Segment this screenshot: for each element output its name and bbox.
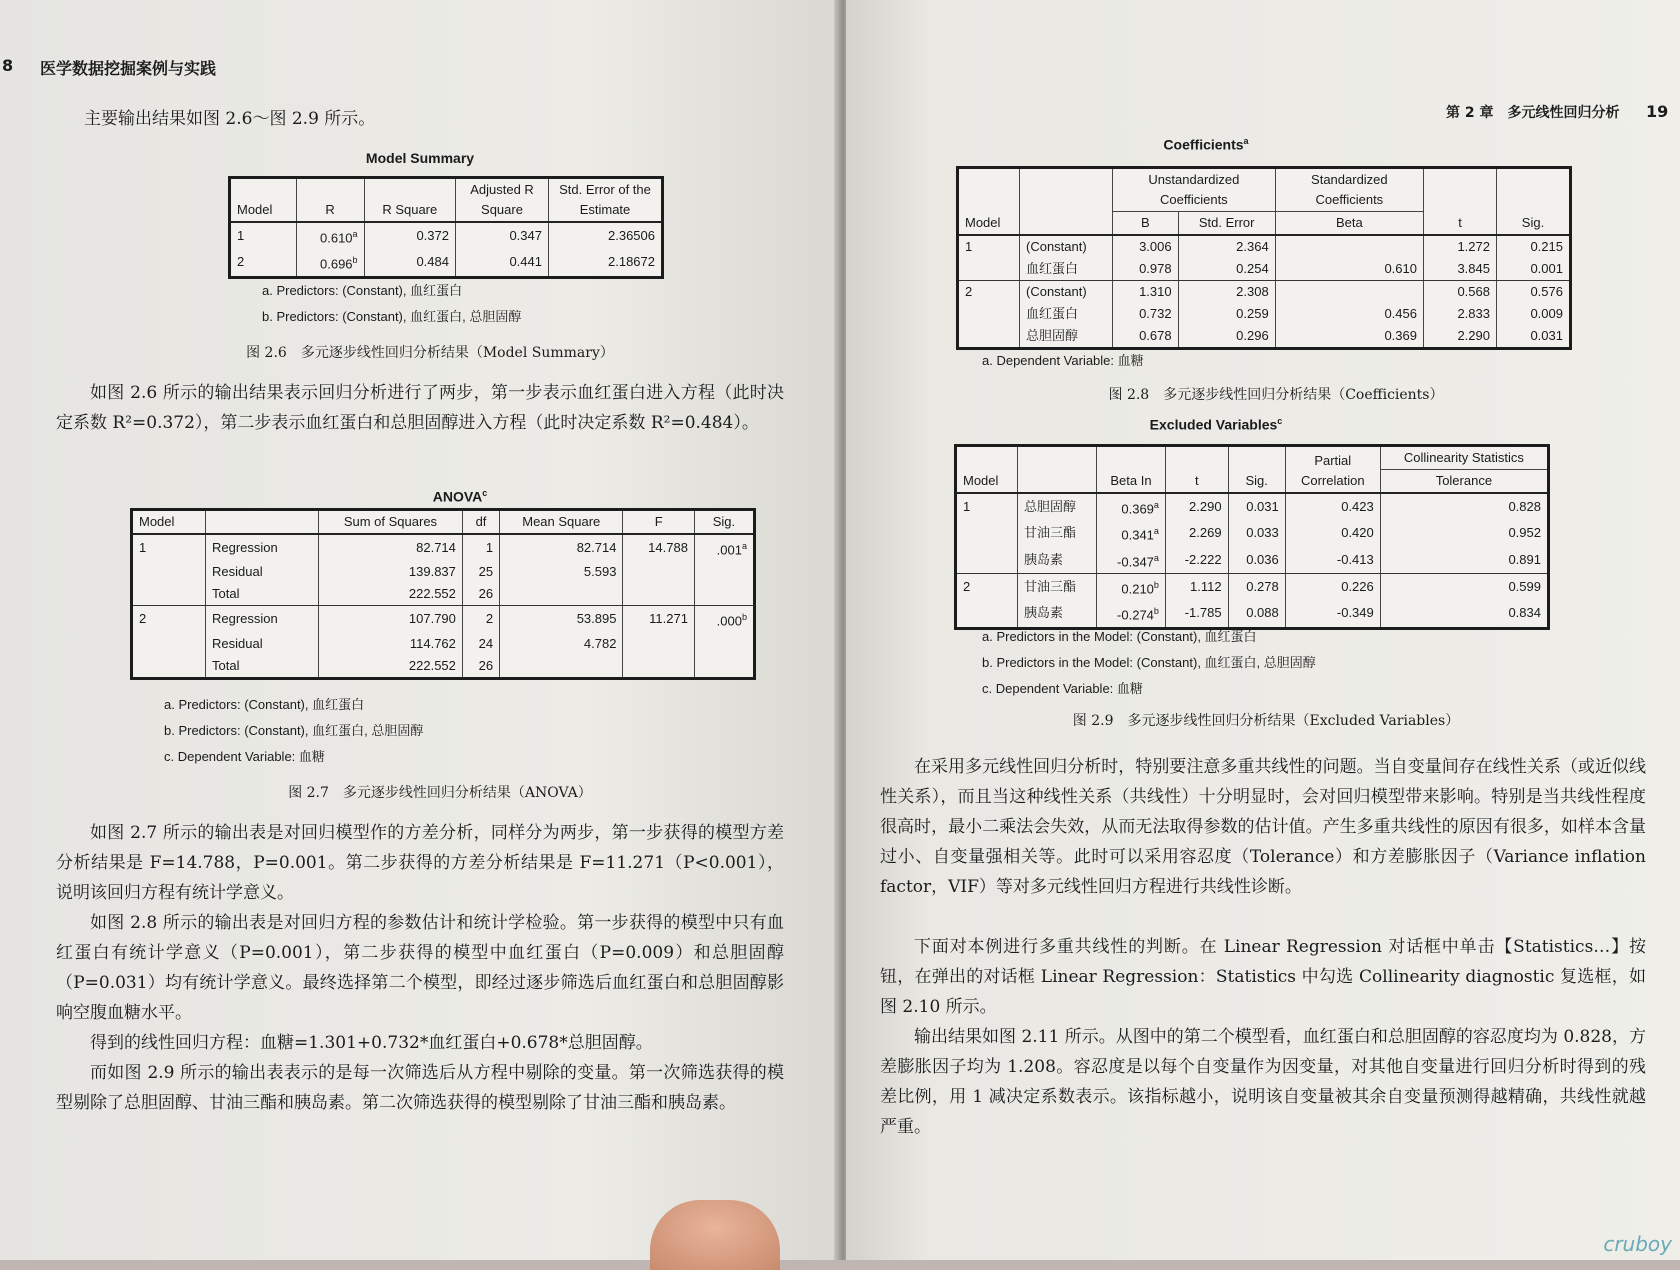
table-cell (958, 325, 1020, 349)
col-header: df (462, 510, 499, 535)
paragraph: 而如图 2.9 所示的输出表表示的是每一次筛选后从方程中剔除的变量。第一次筛选获得的模型剔除了总胆固醇、甘油三酯和胰岛素。第二次筛选获得的模型剔除了甘油三酯和胰岛素。 (56, 1063, 784, 1113)
table-cell (623, 561, 694, 583)
table-cell: 222.552 (319, 655, 463, 679)
table-cell (623, 655, 694, 679)
table-cell: 0.210$^b$ (1097, 573, 1166, 600)
col-header: Sig. (1228, 446, 1285, 494)
footnote: c. Dependent Variable: 血糖 (164, 749, 325, 764)
table-row (132, 583, 755, 606)
table-cell: 2 (956, 573, 1018, 600)
paragraph: 得到的线性回归方程：血糖=1.301+0.732*血红蛋白+0.678*总胆固醇。 (90, 1033, 653, 1053)
table-cell (958, 303, 1020, 325)
table-cell: 0.036 (1228, 547, 1285, 574)
table-cell: 0.031 (1497, 325, 1571, 349)
col-header: t (1424, 168, 1497, 236)
table-cell: -0.349 (1285, 600, 1380, 628)
table-cell: 甘油三酯 (1018, 520, 1097, 546)
group-header: Standardized Coefficients (1275, 168, 1423, 212)
table-cell: .000$^b$ (694, 606, 754, 633)
table-cell: 1 (230, 222, 297, 249)
table-cell: 11.271 (623, 606, 694, 633)
table-cell: 0.441 (456, 249, 549, 277)
table-cell: 2.18672 (549, 249, 663, 277)
table-cell (956, 547, 1018, 574)
table-cell: 26 (462, 583, 499, 606)
table-row (132, 534, 755, 561)
table-row (132, 561, 755, 583)
running-title: 第 2 章 多元线性回归分析 (1446, 105, 1620, 121)
col-header: Sig. (1497, 168, 1571, 236)
table-cell: 总胆固醇 (1018, 493, 1097, 520)
table-cell (623, 583, 694, 606)
table-cell (132, 633, 206, 655)
table-cell: 4.782 (500, 633, 623, 655)
col-header: Sig. (694, 510, 754, 535)
table-cell: 5.593 (500, 561, 623, 583)
footnote: a. Predictors in the Model: (Constant), 血红蛋白 (982, 629, 1257, 644)
table-row (958, 303, 1571, 325)
col-header: Tolerance (1380, 470, 1548, 494)
table-cell: 2.290 (1424, 325, 1497, 349)
col-header: Model (132, 510, 206, 535)
paragraph: 如图 2.8 所示的输出表是对回归方程的参数估计和统计学检验。第一步获得的模型中只有血红蛋白有统计学意义（P=0.001），第二步获得的模型中血红蛋白（P=0.009）和总胆固醇（P=0.031）均有统计学意义。最终选择第二个模型，即经过逐步筛选后血红蛋白和总胆固醇影响空腹血糖水平。 (56, 913, 784, 1023)
table-cell: 24 (462, 633, 499, 655)
col-header: Model (956, 446, 1018, 494)
table-cell: 0.420 (1285, 520, 1380, 546)
table-cell (500, 583, 623, 606)
table-cell: 0.576 (1497, 281, 1571, 304)
paragraph: 在采用多元线性回归分析时，特别要注意多重共线性的问题。当自变量间存在线性关系（或近似线性关系），而且当这种线性关系（共线性）十分明显时，会对回归模型带来影响。特别是当共线性程度很高时，最小二乘法会失效，从而无法取得参数的估计值。产生多重共线性的原因有很多，如样本含量过小、自变量强相关等。此时可以采用容忍度（Tolerance）和方差膨胀因子（Variance inflation factor，VIF）等对多元线性回归方程进行共线性诊断。 (880, 757, 1646, 897)
table-cell: 0.226 (1285, 573, 1380, 600)
col-header: Model (958, 168, 1020, 236)
footnote: a. Predictors: (Constant), 血红蛋白 (164, 697, 365, 712)
model-summary-table (228, 176, 664, 279)
table-cell (694, 655, 754, 679)
table-row (956, 493, 1549, 520)
col-header: Sum of Squares (319, 510, 463, 535)
table-row (958, 235, 1571, 258)
table-cell: .001$^a$ (694, 534, 754, 561)
table-cell: 0.828 (1380, 493, 1548, 520)
table-cell: Regression (206, 534, 319, 561)
table-cell: 0.891 (1380, 547, 1548, 574)
footnote: b. Predictors: (Constant), 血红蛋白, 总胆固醇 (262, 309, 522, 324)
col-header: Mean Square (500, 510, 623, 535)
table-cell: 0.259 (1178, 303, 1275, 325)
table-cell: -2.222 (1165, 547, 1228, 574)
col-header: Adjusted R Square (456, 178, 549, 223)
running-title: 医学数据挖掘案例与实践 (40, 59, 217, 78)
paragraph: 如图 2.7 所示的输出表是对回归模型作的方差分析，同样分为两步，第一步获得的模型方差分析结果是 F=14.788，P=0.001。第二步获得的方差分析结果是 F=11.271（P<0.001），说明该回归方程有统计学意义。 (56, 823, 784, 903)
table-cell: -0.347$^a$ (1097, 547, 1166, 574)
table-cell: 14.788 (623, 534, 694, 561)
col-header: Model (230, 178, 297, 223)
table-cell: 0.031 (1228, 493, 1285, 520)
table-cell: 0.296 (1178, 325, 1275, 349)
anova-table (130, 508, 756, 680)
table-cell: 25 (462, 561, 499, 583)
table-cell: (Constant) (1020, 235, 1113, 258)
footnote: a. Dependent Variable: 血糖 (982, 353, 1144, 368)
page-number: 8 (2, 56, 14, 75)
table-cell (694, 633, 754, 655)
table-cell: 107.790 (319, 606, 463, 633)
paragraph: 输出结果如图 2.11 所示。从图中的第二个模型看，血红蛋白和总胆固醇的容忍度均为 0.828，方差膨胀因子均为 1.208。容忍度是以每个自变量作为因变量，对其他自变量进行回归分析时得到的残差比例，用 1 减决定系数表示。该指标越小，说明该自变量被其余自变量预测得越精确，共线性就越严重。 (880, 1027, 1646, 1137)
footnote: b. Predictors in the Model: (Constant), 血红蛋白, 总胆固醇 (982, 655, 1316, 670)
table-cell: 1 (462, 534, 499, 561)
table-cell (694, 561, 754, 583)
table-cell: 2.36506 (549, 222, 663, 249)
table-cell: 2.833 (1424, 303, 1497, 325)
table-row (956, 547, 1549, 574)
table-cell (132, 583, 206, 606)
coefficients-table (956, 166, 1572, 350)
table-row (956, 573, 1549, 600)
table-cell: 0.254 (1178, 258, 1275, 281)
table-cell: 0.610$^a$ (296, 222, 364, 249)
col-header: Beta (1275, 212, 1423, 236)
col-header: Std. Error of the Estimate (549, 178, 663, 223)
table-cell: 2 (230, 249, 297, 277)
table-cell: 0.696$^b$ (296, 249, 364, 277)
table-cell: 1.112 (1165, 573, 1228, 600)
group-header: Collinearity Statistics (1380, 446, 1548, 470)
footnote: a. Predictors: (Constant), 血红蛋白 (262, 283, 463, 298)
table-cell: Regression (206, 606, 319, 633)
paragraph: 如图 2.6 所示的输出结果表示回归分析进行了两步，第一步表示血红蛋白进入方程（此时决定系数 R²=0.372），第二步表示血红蛋白和总胆固醇进入方程（此时决定系数 R²=0.484）。 (56, 383, 784, 433)
table-cell: Residual (206, 561, 319, 583)
col-header: t (1165, 446, 1228, 494)
table-cell: 3.006 (1113, 235, 1179, 258)
table-cell: 2.308 (1178, 281, 1275, 304)
table-cell: -1.785 (1165, 600, 1228, 628)
table-cell: 0.033 (1228, 520, 1285, 546)
table-cell: 1.272 (1424, 235, 1497, 258)
table-row (958, 325, 1571, 349)
table-cell: 139.837 (319, 561, 463, 583)
table-cell: 血红蛋白 (1020, 303, 1113, 325)
watermark: cruboy (1603, 1232, 1672, 1256)
col-header (1020, 168, 1113, 236)
paragraph: 下面对本例进行多重共线性的判断。在 Linear Regression 对话框中单击【Statistics…】按钮，在弹出的对话框 Linear Regression：Statistics 中勾选 Collinearity diagnostic 复选框，如图 2.10 所示。 (880, 937, 1646, 1017)
table-cell: 2.364 (1178, 235, 1275, 258)
right-page (846, 0, 1680, 1260)
table-cell: 0.834 (1380, 600, 1548, 628)
col-header: R (296, 178, 364, 223)
col-header (206, 510, 319, 535)
table-cell: 0.369$^a$ (1097, 493, 1166, 520)
table-cell: 82.714 (500, 534, 623, 561)
table-cell: 0.978 (1113, 258, 1179, 281)
intro-text: 主要输出结果如图 2.6～图 2.9 所示。 (84, 109, 376, 129)
table-cell: -0.413 (1285, 547, 1380, 574)
table-cell: 2 (132, 606, 206, 633)
footnote: c. Dependent Variable: 血糖 (982, 681, 1143, 696)
footnote: b. Predictors: (Constant), 血红蛋白, 总胆固醇 (164, 723, 424, 738)
table-cell: 2.290 (1165, 493, 1228, 520)
table-cell: 0.952 (1380, 520, 1548, 546)
figure-caption: 图 2.8 多元逐步线性回归分析结果（Coefficients） (1108, 387, 1444, 403)
table-cell: 0.456 (1275, 303, 1423, 325)
table-cell: 总胆固醇 (1020, 325, 1113, 349)
table-row (132, 633, 755, 655)
table-row (956, 600, 1549, 628)
table-cell: 0.369 (1275, 325, 1423, 349)
table-cell (694, 583, 754, 606)
table-cell: 0.568 (1424, 281, 1497, 304)
table-cell: Residual (206, 633, 319, 655)
table-cell: 0.088 (1228, 600, 1285, 628)
figure-caption: 图 2.6 多元逐步线性回归分析结果（Model Summary） (246, 345, 614, 361)
table-cell: 82.714 (319, 534, 463, 561)
anova-title: ANOVA$^c$ (432, 488, 488, 505)
table-cell: 53.895 (500, 606, 623, 633)
table-cell: 26 (462, 655, 499, 679)
group-header: Unstandardized Coefficients (1113, 168, 1276, 212)
table-cell: 胰岛素 (1018, 547, 1097, 574)
table-cell: 0.341$^a$ (1097, 520, 1166, 546)
table-cell: 甘油三酯 (1018, 573, 1097, 600)
table-cell (958, 258, 1020, 281)
table-row (132, 655, 755, 679)
table-row (956, 520, 1549, 546)
table-cell: 1 (956, 493, 1018, 520)
table-row (958, 281, 1571, 304)
figure-caption: 图 2.7 多元逐步线性回归分析结果（ANOVA） (288, 785, 592, 801)
excluded-title: Excluded Variables$^c$ (1149, 416, 1283, 433)
table-cell: 1.310 (1113, 281, 1179, 304)
table-cell: 1 (958, 235, 1020, 258)
table-cell: 1 (132, 534, 206, 561)
table-cell: 胰岛素 (1018, 600, 1097, 628)
table-cell (956, 600, 1018, 628)
table-cell: 0.678 (1113, 325, 1179, 349)
table-cell: 0.278 (1228, 573, 1285, 600)
table-cell: 0.610 (1275, 258, 1423, 281)
table-cell: 2.269 (1165, 520, 1228, 546)
figure-caption: 图 2.9 多元逐步线性回归分析结果（Excluded Variables） (1072, 713, 1460, 729)
table-cell: (Constant) (1020, 281, 1113, 304)
table-cell (1275, 281, 1423, 304)
col-header: Beta In (1097, 446, 1166, 494)
table-cell: 0.423 (1285, 493, 1380, 520)
table-cell: 0.009 (1497, 303, 1571, 325)
table-row (132, 606, 755, 633)
col-header: R Square (364, 178, 455, 223)
table-cell: Total (206, 655, 319, 679)
table-cell (956, 520, 1018, 546)
table-cell: 0.001 (1497, 258, 1571, 281)
excluded-table (954, 444, 1550, 630)
table-row (958, 258, 1571, 281)
col-header: F (623, 510, 694, 535)
page-number: 19 (1646, 102, 1669, 121)
table-cell: 0.347 (456, 222, 549, 249)
table-cell: 114.762 (319, 633, 463, 655)
table-cell: Total (206, 583, 319, 606)
table-cell: -0.274$^b$ (1097, 600, 1166, 628)
table-cell: 0.484 (364, 249, 455, 277)
table-cell (132, 655, 206, 679)
table-cell: 0.215 (1497, 235, 1571, 258)
col-header (1018, 446, 1097, 494)
col-header: Std. Error (1178, 212, 1275, 236)
table-cell (1275, 235, 1423, 258)
col-header: Partial Correlation (1285, 446, 1380, 494)
table-cell: 222.552 (319, 583, 463, 606)
table-cell: 2 (958, 281, 1020, 304)
table-cell: 血红蛋白 (1020, 258, 1113, 281)
model-summary-title: Model Summary (365, 150, 475, 166)
table-cell: 3.845 (1424, 258, 1497, 281)
left-page (0, 0, 840, 1260)
table-cell: 0.732 (1113, 303, 1179, 325)
table-cell: 0.599 (1380, 573, 1548, 600)
table-cell (500, 655, 623, 679)
coefficients-title: Coefficients$^a$ (1163, 136, 1249, 153)
table-cell: 0.372 (364, 222, 455, 249)
table-cell: 2 (462, 606, 499, 633)
table-cell (132, 561, 206, 583)
table-cell (623, 633, 694, 655)
col-header: B (1113, 212, 1179, 236)
